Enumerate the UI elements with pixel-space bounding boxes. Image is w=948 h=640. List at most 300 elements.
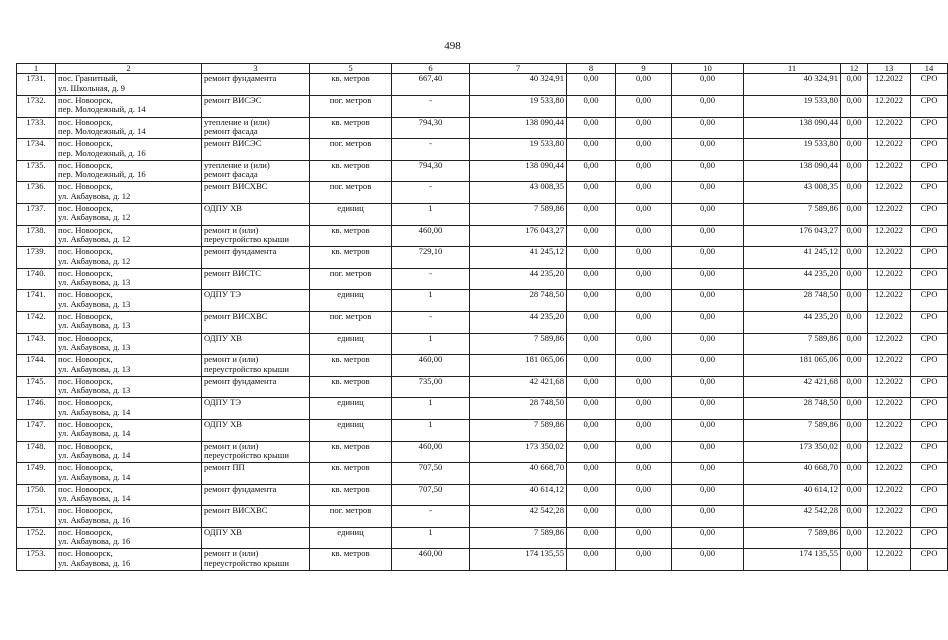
address-line: пос. Новоорск,	[58, 505, 113, 516]
work-type-line: ОДПУ ТЭ	[204, 397, 242, 408]
value-cell: 0,00	[567, 549, 616, 571]
value-cell: 0,00	[616, 398, 672, 420]
source-cell: СРО	[911, 376, 948, 398]
unit-cell: кв. метров	[310, 117, 392, 139]
row-number: 1739.	[17, 247, 56, 269]
value-cell: 0,00	[672, 506, 744, 528]
value-cell: 0,00	[672, 160, 744, 182]
source-cell: СРО	[911, 506, 948, 528]
value-cell: 0,00	[672, 463, 744, 485]
value-cell: 0,00	[841, 117, 868, 139]
address-line: ул. Акбаувова, д. 12	[58, 233, 131, 244]
total-cell: 44 235,20	[744, 311, 841, 333]
unit-cell: кв. метров	[310, 549, 392, 571]
cost-cell: 28 748,50	[470, 290, 567, 312]
cost-cell: 7 589,86	[470, 527, 567, 549]
work-type-line: ремонт фасада	[204, 169, 258, 180]
value-cell: 0,00	[567, 506, 616, 528]
cost-cell: 19 533,80	[470, 96, 567, 118]
date-cell: 12.2022	[868, 160, 911, 182]
column-header: 9	[616, 64, 672, 74]
work-type-line: ремонт и (или)	[204, 548, 259, 559]
value-cell: 0,00	[567, 355, 616, 377]
value-cell: 0,00	[616, 441, 672, 463]
quantity-cell: -	[392, 96, 470, 118]
address-line: ул. Акбаувова, д. 14	[58, 449, 131, 460]
value-cell: 0,00	[567, 203, 616, 225]
table-row	[17, 139, 948, 161]
column-header: 8	[567, 64, 616, 74]
quantity-cell: 460,00	[392, 225, 470, 247]
address-cell	[56, 441, 202, 463]
value-cell: 0,00	[841, 527, 868, 549]
table-row	[17, 203, 948, 225]
date-cell: 12.2022	[868, 268, 911, 290]
quantity-cell: 707,50	[392, 484, 470, 506]
work-type-cell	[202, 398, 310, 420]
quantity-cell: 1	[392, 290, 470, 312]
unit-cell: пог. метров	[310, 268, 392, 290]
value-cell: 0,00	[616, 182, 672, 204]
date-cell: 12.2022	[868, 398, 911, 420]
row-number: 1749.	[17, 463, 56, 485]
cost-cell: 174 135,55	[470, 549, 567, 571]
value-cell: 0,00	[567, 117, 616, 139]
value-cell: 0,00	[672, 355, 744, 377]
table-row	[17, 506, 948, 528]
address-line: пос. Новоорск,	[58, 354, 113, 365]
address-line: пер. Молодежный, д. 16	[58, 169, 146, 180]
work-type-line: утепление и (или)	[204, 159, 270, 170]
unit-cell: единиц	[310, 527, 392, 549]
address-line: пер. Молодежный, д. 14	[58, 104, 146, 115]
work-type-cell	[202, 355, 310, 377]
source-cell: СРО	[911, 398, 948, 420]
value-cell: 0,00	[616, 247, 672, 269]
row-number: 1743.	[17, 333, 56, 355]
address-line: пос. Новоорск,	[58, 310, 113, 321]
value-cell: 0,00	[567, 376, 616, 398]
date-cell: 12.2022	[868, 139, 911, 161]
work-type-line: ремонт ВИСЭС	[204, 138, 262, 149]
address-line: пос. Новоорск,	[58, 332, 113, 343]
value-cell: 0,00	[567, 398, 616, 420]
table-row	[17, 549, 948, 571]
row-number: 1736.	[17, 182, 56, 204]
unit-cell: пог. метров	[310, 96, 392, 118]
work-type-cell	[202, 506, 310, 528]
quantity-cell: 1	[392, 527, 470, 549]
value-cell: 0,00	[616, 268, 672, 290]
address-line: ул. Акбаувова, д. 13	[58, 298, 131, 309]
source-cell: СРО	[911, 290, 948, 312]
table-row	[17, 484, 948, 506]
work-type-cell	[202, 333, 310, 355]
cost-cell: 7 589,86	[470, 419, 567, 441]
row-number: 1732.	[17, 96, 56, 118]
cost-cell: 173 350,02	[470, 441, 567, 463]
total-cell: 138 090,44	[744, 117, 841, 139]
value-cell: 0,00	[616, 333, 672, 355]
value-cell: 0,00	[841, 376, 868, 398]
value-cell: 0,00	[841, 203, 868, 225]
value-cell: 0,00	[567, 247, 616, 269]
table-row	[17, 247, 948, 269]
total-cell: 28 748,50	[744, 290, 841, 312]
work-type-line: ремонт ВИСТС	[204, 267, 262, 278]
address-line: пос. Новоорск,	[58, 159, 113, 170]
address-cell	[56, 419, 202, 441]
cost-cell: 7 589,86	[470, 333, 567, 355]
value-cell: 0,00	[672, 484, 744, 506]
work-type-line: переустройство крыши	[204, 557, 289, 568]
address-line: пос. Новоорск,	[58, 224, 113, 235]
column-header: 13	[868, 64, 911, 74]
work-type-cell	[202, 311, 310, 333]
address-line: пер. Молодежный, д. 14	[58, 126, 146, 136]
address-line: ул. Акбаувова, д. 14	[58, 493, 131, 504]
header-row	[17, 64, 948, 74]
source-cell: СРО	[911, 160, 948, 182]
source-cell: СРО	[911, 182, 948, 204]
total-cell: 7 589,86	[744, 203, 841, 225]
cost-cell: 40 324,91	[470, 74, 567, 96]
address-cell	[56, 376, 202, 398]
quantity-cell: -	[392, 139, 470, 161]
value-cell: 0,00	[567, 160, 616, 182]
date-cell: 12.2022	[868, 549, 911, 571]
address-line: ул. Акбаувова, д. 13	[58, 277, 131, 288]
row-number: 1737.	[17, 203, 56, 225]
source-cell: СРО	[911, 333, 948, 355]
source-cell: СРО	[911, 441, 948, 463]
total-cell: 19 533,80	[744, 139, 841, 161]
unit-cell: единиц	[310, 333, 392, 355]
value-cell: 0,00	[672, 225, 744, 247]
value-cell: 0,00	[616, 225, 672, 247]
address-cell	[56, 74, 202, 96]
column-header: 11	[744, 64, 841, 74]
address-line: пос. Новоорск,	[58, 289, 113, 300]
total-cell: 7 589,86	[744, 419, 841, 441]
address-cell	[56, 333, 202, 355]
value-cell: 0,00	[672, 117, 744, 139]
cost-cell: 41 245,12	[470, 247, 567, 269]
address-cell	[56, 203, 202, 225]
address-line: ул. Акбаувова, д. 13	[58, 363, 131, 374]
address-line: пер. Молодежный, д. 16	[58, 147, 146, 158]
source-cell: СРО	[911, 74, 948, 96]
value-cell: 0,00	[841, 398, 868, 420]
date-cell: 12.2022	[868, 484, 911, 506]
cost-cell: 138 090,44	[470, 117, 567, 139]
column-header: 12	[841, 64, 868, 74]
cost-cell: 28 748,50	[470, 398, 567, 420]
address-line: пос. Новоорск,	[58, 397, 113, 408]
cost-cell: 42 542,28	[470, 506, 567, 528]
unit-cell: кв. метров	[310, 376, 392, 398]
address-line: ул. Акбаувова, д. 12	[58, 255, 131, 266]
registry-table	[16, 63, 948, 571]
value-cell: 0,00	[567, 441, 616, 463]
address-line: ул. Акбаувова, д. 13	[58, 385, 131, 396]
work-type-line: ОДПУ ХВ	[204, 418, 243, 429]
table-row	[17, 182, 948, 204]
table-row	[17, 527, 948, 549]
table-row	[17, 376, 948, 398]
cost-cell: 44 235,20	[470, 311, 567, 333]
unit-cell: пог. метров	[310, 311, 392, 333]
address-line: пос. Новоорск,	[58, 95, 113, 105]
work-type-line: ремонт ВИСХВС	[204, 505, 268, 516]
work-type-cell	[202, 182, 310, 204]
table-row	[17, 311, 948, 333]
table-body	[17, 74, 948, 571]
address-line: пос. Новоорск,	[58, 202, 113, 213]
quantity-cell: 460,00	[392, 441, 470, 463]
work-type-cell	[202, 139, 310, 161]
quantity-cell: 460,00	[392, 355, 470, 377]
value-cell: 0,00	[841, 355, 868, 377]
source-cell: СРО	[911, 247, 948, 269]
address-cell	[56, 117, 202, 139]
value-cell: 0,00	[672, 441, 744, 463]
value-cell: 0,00	[841, 182, 868, 204]
work-type-line: ремонт ВИСХВС	[204, 181, 268, 192]
value-cell: 0,00	[672, 333, 744, 355]
total-cell: 43 008,35	[744, 182, 841, 204]
total-cell: 28 748,50	[744, 398, 841, 420]
unit-cell: единиц	[310, 290, 392, 312]
row-number: 1740.	[17, 268, 56, 290]
source-cell: СРО	[911, 117, 948, 139]
value-cell: 0,00	[672, 74, 744, 96]
quantity-cell: -	[392, 268, 470, 290]
address-cell	[56, 463, 202, 485]
source-cell: СРО	[911, 419, 948, 441]
address-cell	[56, 355, 202, 377]
address-line: пос. Новоорск,	[58, 418, 113, 429]
row-number: 1746.	[17, 398, 56, 420]
address-line: пос. Новоорск,	[58, 548, 113, 559]
value-cell: 0,00	[616, 527, 672, 549]
value-cell: 0,00	[672, 268, 744, 290]
date-cell: 12.2022	[868, 182, 911, 204]
value-cell: 0,00	[672, 376, 744, 398]
date-cell: 12.2022	[868, 117, 911, 139]
row-number: 1742.	[17, 311, 56, 333]
work-type-line: переустройство крыши	[204, 449, 289, 460]
table-row	[17, 268, 948, 290]
address-cell	[56, 182, 202, 204]
address-line: пос. Новоорск,	[58, 267, 113, 278]
address-cell	[56, 549, 202, 571]
cost-cell: 44 235,20	[470, 268, 567, 290]
address-line: пос. Новоорск,	[58, 526, 113, 537]
quantity-cell: 1	[392, 203, 470, 225]
address-line: пос. Новоорск,	[58, 246, 113, 257]
quantity-cell: 794,30	[392, 117, 470, 139]
table-row	[17, 333, 948, 355]
value-cell: 0,00	[616, 96, 672, 118]
date-cell: 12.2022	[868, 225, 911, 247]
date-cell: 12.2022	[868, 463, 911, 485]
address-cell	[56, 225, 202, 247]
value-cell: 0,00	[567, 225, 616, 247]
value-cell: 0,00	[841, 74, 868, 96]
row-number: 1733.	[17, 117, 56, 139]
value-cell: 0,00	[672, 311, 744, 333]
row-number: 1750.	[17, 484, 56, 506]
total-cell: 173 350,02	[744, 441, 841, 463]
date-cell: 12.2022	[868, 355, 911, 377]
work-type-line: переустройство крыши	[204, 233, 289, 244]
value-cell: 0,00	[841, 441, 868, 463]
row-number: 1748.	[17, 441, 56, 463]
row-number: 1752.	[17, 527, 56, 549]
table-row	[17, 117, 948, 139]
source-cell: СРО	[911, 527, 948, 549]
address-line: ул. Акбаувова, д. 14	[58, 471, 131, 482]
value-cell: 0,00	[567, 268, 616, 290]
address-line: пос. Новоорск,	[58, 375, 113, 386]
address-cell	[56, 311, 202, 333]
quantity-cell: 667,40	[392, 74, 470, 96]
source-cell: СРО	[911, 311, 948, 333]
total-cell: 7 589,86	[744, 333, 841, 355]
value-cell: 0,00	[841, 419, 868, 441]
work-type-line: ремонт фундамента	[204, 483, 277, 494]
unit-cell: кв. метров	[310, 441, 392, 463]
value-cell: 0,00	[567, 419, 616, 441]
date-cell: 12.2022	[868, 506, 911, 528]
quantity-cell: 729,10	[392, 247, 470, 269]
source-cell: СРО	[911, 549, 948, 571]
value-cell: 0,00	[841, 225, 868, 247]
address-line: пос. Новоорск,	[58, 483, 113, 494]
table-row	[17, 419, 948, 441]
table-row	[17, 463, 948, 485]
address-cell	[56, 290, 202, 312]
work-type-line: утепление и (или)	[204, 116, 270, 127]
address-cell	[56, 506, 202, 528]
address-cell	[56, 160, 202, 182]
total-cell: 174 135,55	[744, 549, 841, 571]
table-row	[17, 398, 948, 420]
work-type-line: ремонт и (или)	[204, 354, 259, 365]
cost-cell: 42 421,68	[470, 376, 567, 398]
work-type-cell	[202, 463, 310, 485]
address-line: ул. Акбаувова, д. 14	[58, 428, 131, 439]
unit-cell: кв. метров	[310, 225, 392, 247]
row-number: 1735.	[17, 160, 56, 182]
work-type-cell	[202, 160, 310, 182]
work-type-cell	[202, 225, 310, 247]
work-type-line: ОДПУ ХВ	[204, 332, 243, 343]
value-cell: 0,00	[672, 290, 744, 312]
address-cell	[56, 247, 202, 269]
value-cell: 0,00	[567, 527, 616, 549]
value-cell: 0,00	[841, 160, 868, 182]
work-type-line: ОДПУ ХВ	[204, 526, 243, 537]
value-cell: 0,00	[672, 182, 744, 204]
value-cell: 0,00	[841, 463, 868, 485]
value-cell: 0,00	[616, 160, 672, 182]
column-header: 14	[911, 64, 948, 74]
address-line: ул. Акбаувова, д. 14	[58, 406, 131, 417]
quantity-cell: -	[392, 506, 470, 528]
address-line: ул. Акбаувова, д. 16	[58, 514, 131, 525]
unit-cell: пог. метров	[310, 182, 392, 204]
work-type-line: ремонт и (или)	[204, 440, 259, 451]
work-type-line: ремонт фундамента	[204, 375, 277, 386]
unit-cell: кв. метров	[310, 160, 392, 182]
unit-cell: кв. метров	[310, 463, 392, 485]
value-cell: 0,00	[567, 182, 616, 204]
work-type-cell	[202, 419, 310, 441]
unit-cell: кв. метров	[310, 484, 392, 506]
column-header: 5	[310, 64, 392, 74]
table-row	[17, 96, 948, 118]
column-header: 1	[17, 64, 56, 74]
value-cell: 0,00	[672, 419, 744, 441]
value-cell: 0,00	[841, 96, 868, 118]
work-type-cell	[202, 484, 310, 506]
source-cell: СРО	[911, 139, 948, 161]
address-line: ул. Акбаувова, д. 16	[58, 536, 131, 547]
quantity-cell: -	[392, 311, 470, 333]
column-header: 3	[202, 64, 310, 74]
table-row	[17, 74, 948, 96]
total-cell: 19 533,80	[744, 96, 841, 118]
work-type-cell	[202, 376, 310, 398]
value-cell: 0,00	[841, 484, 868, 506]
value-cell: 0,00	[616, 203, 672, 225]
value-cell: 0,00	[672, 398, 744, 420]
value-cell: 0,00	[616, 290, 672, 312]
value-cell: 0,00	[616, 506, 672, 528]
source-cell: СРО	[911, 484, 948, 506]
cost-cell: 7 589,86	[470, 203, 567, 225]
value-cell: 0,00	[616, 549, 672, 571]
value-cell: 0,00	[616, 74, 672, 96]
table-row	[17, 225, 948, 247]
value-cell: 0,00	[841, 506, 868, 528]
unit-cell: кв. метров	[310, 247, 392, 269]
value-cell: 0,00	[567, 74, 616, 96]
work-type-line: ОДПУ ТЭ	[204, 289, 242, 300]
address-line: ул. Акбаувова, д. 12	[58, 190, 131, 201]
date-cell: 12.2022	[868, 290, 911, 312]
row-number: 1753.	[17, 549, 56, 571]
source-cell: СРО	[911, 268, 948, 290]
total-cell: 42 421,68	[744, 376, 841, 398]
unit-cell: кв. метров	[310, 355, 392, 377]
address-cell	[56, 139, 202, 161]
table-row	[17, 290, 948, 312]
column-header: 2	[56, 64, 202, 74]
value-cell: 0,00	[616, 355, 672, 377]
address-line: пос. Новоорск,	[58, 181, 113, 192]
value-cell: 0,00	[616, 311, 672, 333]
value-cell: 0,00	[841, 333, 868, 355]
total-cell: 40 324,91	[744, 74, 841, 96]
address-line: ул. Акбаувова, д. 16	[58, 557, 131, 568]
source-cell: СРО	[911, 463, 948, 485]
address-line: пос. Гранитный,	[58, 73, 118, 84]
address-cell	[56, 484, 202, 506]
work-type-line: ремонт фасада	[204, 126, 258, 136]
